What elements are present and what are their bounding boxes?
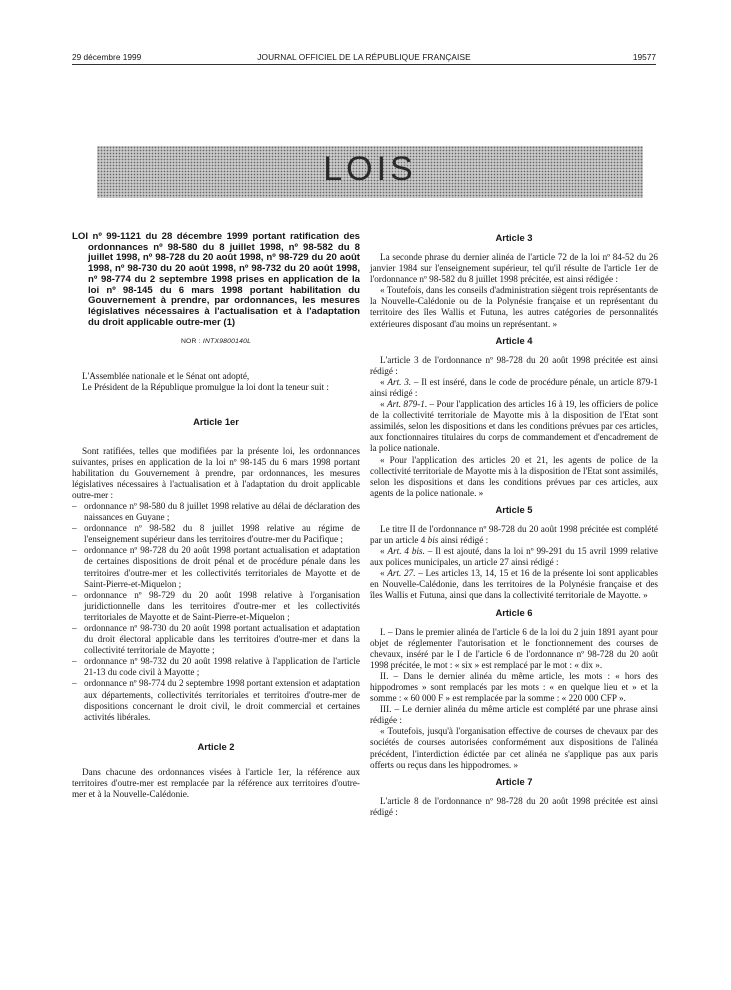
law-title: LOI nº 99-1121 du 28 décembre 1999 portant ratification des ordonnances nº 98-580 du 8 juillet 1998, nº 98-582 du 8 juillet 1998, nº 98-728 du 20 août 1998, nº 98-729 du 20 août 1998, nº 98-730 du 20 août 1998, nº 98-732 du 20 août 1998, nº 98-774 du 2 septembre 1998 prises en application de la loi nº 98-145 du 6 mars 1998 portant habilitation du Gouvernement à prendre, par ordonnances, les mesures législatives nécessaires à l'actualisation et à l'adaptation du droit applicable outre-mer (1) <box>72 231 360 328</box>
article-2-heading: Article 2 <box>197 740 235 752</box>
quote-mark: « <box>380 376 388 387</box>
emphasis: bis <box>427 534 439 545</box>
list-item: – ordonnance nº 98-730 du 20 août 1998 portant actualisation et adaptation du droit électoral applicable dans les territoires d'outre-mer et dans la collectivité territoriale de Mayotte ; <box>72 623 360 656</box>
running-header <box>72 50 656 65</box>
article-1-intro: Sont ratifiées, telles que modifiées par la présente loi, les ordonnances suivantes, prises en application de la loi nº 98-145 du 6 mars 1998 portant habilitation du Gouvernement à prendre, par ordonnances, les mesures législatives nécessaires à l'actualisation et à l'adaptation du droit applicable outre-mer : <box>72 445 360 500</box>
paragraph-text: – Il est inséré, dans le code de procédure pénale, un article 879-1 ainsi rédigé : <box>370 376 659 398</box>
nor-reference <box>72 338 360 345</box>
page-number: 19577 <box>632 52 656 62</box>
article-4-paragraph: « Pour l'application des articles 20 et 21, les agents de police de la collectivité territoriale de Mayotte mis à la disposition de l'Etat sont assimilés, selon les dispositions et dans les conditions prévues par ces articles, aux agents de la police nationale. » <box>370 454 658 498</box>
ordinance-list <box>72 501 360 723</box>
paragraph-text: – Les articles 13, 14, 15 et 16 de la présente loi sont applicables en Nouvelle-Calédonie, dans les territoires de la Polynésie française et des îles Wallis et Futuna, ainsi que dans la collectivité territoriale de Mayotte. » <box>370 568 658 601</box>
list-item: – ordonnance nº 98-580 du 8 juillet 1998 relative au délai de déclaration des naissances en Guyane ; <box>72 501 360 523</box>
article-5-paragraph <box>370 546 658 568</box>
article-6-heading: Article 6 <box>495 606 533 618</box>
preamble-adopted: L'Assemblée nationale et le Sénat ont adopté, <box>82 371 250 382</box>
paragraph-text: ainsi rédigé : <box>438 534 489 545</box>
journal-name: JOURNAL OFFICIEL DE LA RÉPUBLIQUE FRANÇAISE <box>257 52 471 62</box>
issue-date: 29 décembre 1999 <box>72 52 142 62</box>
quote-mark: « <box>380 399 387 410</box>
nor-code: INTX9800140L <box>202 338 252 346</box>
preamble-promulgation: Le Président de la République promulgue la loi dont la teneur suit : <box>82 382 329 393</box>
quote-mark: « <box>380 568 388 579</box>
article-4-paragraph <box>370 377 658 399</box>
list-item: – ordonnance nº 98-774 du 2 septembre 1998 portant extension et adaptation aux départements, collectivités territoriales et territoires d'outre-mer de dispositions concernant le droit civil, le droit commercial et certaines activités libérales. <box>72 678 360 722</box>
paragraph-text: – Il est ajouté, dans la loi nº 99-291 du 15 avril 1999 relative aux polices municipales, un article 27 ainsi rédigé : <box>370 546 658 568</box>
article-4-paragraph: L'article 3 de l'ordonnance nº 98-728 du 20 août 1998 précitée est ainsi rédigé : <box>370 354 658 376</box>
article-reference: Art. 3. <box>387 376 412 387</box>
article-reference: Art. 4 <box>387 546 409 557</box>
article-7-paragraph: L'article 8 de l'ordonnance nº 98-728 du 20 août 1998 précitée est ainsi rédigé : <box>370 795 658 817</box>
section-banner <box>97 146 643 198</box>
list-item: – ordonnance nº 98-582 du 8 juillet 1998 relative au régime de l'enseignement supérieur dans les territoires d'outre-mer du Pacifique ; <box>72 523 360 545</box>
article-3-paragraph: « Toutefois, dans les conseils d'administration siègent trois représentants de la Nouvelle-Calédonie ou de la Polynésie française et un représentant du territoire des îles Wallis et Futuna, les autres catégories de personnalités extérieures disposant d'au moins un représentant. » <box>370 285 658 329</box>
article-3-paragraph: La seconde phrase du dernier alinéa de l'article 72 de la loi nº 84-52 du 26 janvier 1984 sur l'enseignement supérieur, tel qu'il résulte de l'article 1er de l'ordonnance nº 98-582 du 8 juillet 1998 précitée, est ainsi rédigée : <box>370 252 658 285</box>
nor-label: NOR : <box>180 338 201 346</box>
article-5-heading: Article 5 <box>495 503 533 515</box>
article-7-heading: Article 7 <box>495 775 533 787</box>
article-6-paragraph: I. – Dans le premier alinéa de l'article 6 de la loi du 2 juin 1891 ayant pour objet de réglementer l'autorisation et le fonctionnement des courses de chevaux, inséré par le I de l'article 6 de l'ordonnance nº 98-728 du 20 août 1998 précitée, le mot : « six » est remplacé par le mot : « dix ». <box>370 626 658 670</box>
article-4-paragraph <box>370 399 658 454</box>
article-reference: Art. 27. <box>387 568 416 579</box>
emphasis: bis. <box>408 546 425 557</box>
list-item: – ordonnance nº 98-732 du 20 août 1998 relative à l'application de l'article 21-13 du code civil à Mayotte ; <box>72 656 360 678</box>
quote-mark: « <box>380 546 388 557</box>
left-column <box>72 232 360 800</box>
article-5-paragraph <box>370 568 658 601</box>
article-reference: Art. 879-1. <box>386 399 428 410</box>
article-4-heading: Article 4 <box>495 334 533 346</box>
article-3-heading: Article 3 <box>495 232 533 243</box>
paragraph-text: Le titre II de l'ordonnance nº 98-728 du 20 août 1998 précitée est complété par un article 4 <box>370 523 658 545</box>
list-item: – ordonnance nº 98-729 du 20 août 1998 relative à l'organisation juridictionnelle dans les territoires d'outre-mer et les collectivités territoriales de Mayotte et de Saint-Pierre-et-Miquelon ; <box>72 590 360 623</box>
list-item: – ordonnance nº 98-728 du 20 août 1998 portant actualisation et adaptation de certaines dispositions de droit pénal et de procédure pénale dans les territoires d'outre-mer et les collectivités territoriales de Mayotte et de Saint-Pierre-et-Miquelon ; <box>72 545 360 589</box>
article-2-text: Dans chacune des ordonnances visées à l'article 1er, la référence aux territoires d'outre-mer est remplacée par la référence aux territoires d'outre-mer et à la Nouvelle-Calédonie. <box>72 766 360 800</box>
article-6-paragraph: III. – Le dernier alinéa du même article est complété par une phrase ainsi rédigée : <box>370 704 658 726</box>
article-6-paragraph: « Toutefois, jusqu'à l'organisation effective de courses de chevaux par des sociétés de courses autorisées conformément aux dispositions de l'alinéa précédent, l'interdiction édictée par cet alinéa ne s'applique pas aux paris offerts ou reçus dans les hippodromes. » <box>370 726 658 770</box>
section-title: LOIS <box>323 150 417 188</box>
right-column <box>370 232 658 818</box>
article-1-heading: Article 1er <box>193 415 239 427</box>
article-6-paragraph: II. – Dans le dernier alinéa du même article, les mots : « hors des hippodromes » sont remplacés par les mots : « en quelque lieu et » et la somme : « 60 000 F » est remplacée par la somme : « 220 000 CFP ». <box>370 670 658 704</box>
paragraph-text: – Pour l'application des articles 16 à 19, les officiers de police de la collectivité territoriale de Mayotte mis à la disposition de l'Etat sont assimilés, selon les dispositions et dans les conditions prévues par ces articles, aux fonctionnaires titulaires du corps de commandement et d'encadrement de la police nationale. <box>370 399 658 454</box>
article-5-paragraph <box>370 524 658 546</box>
